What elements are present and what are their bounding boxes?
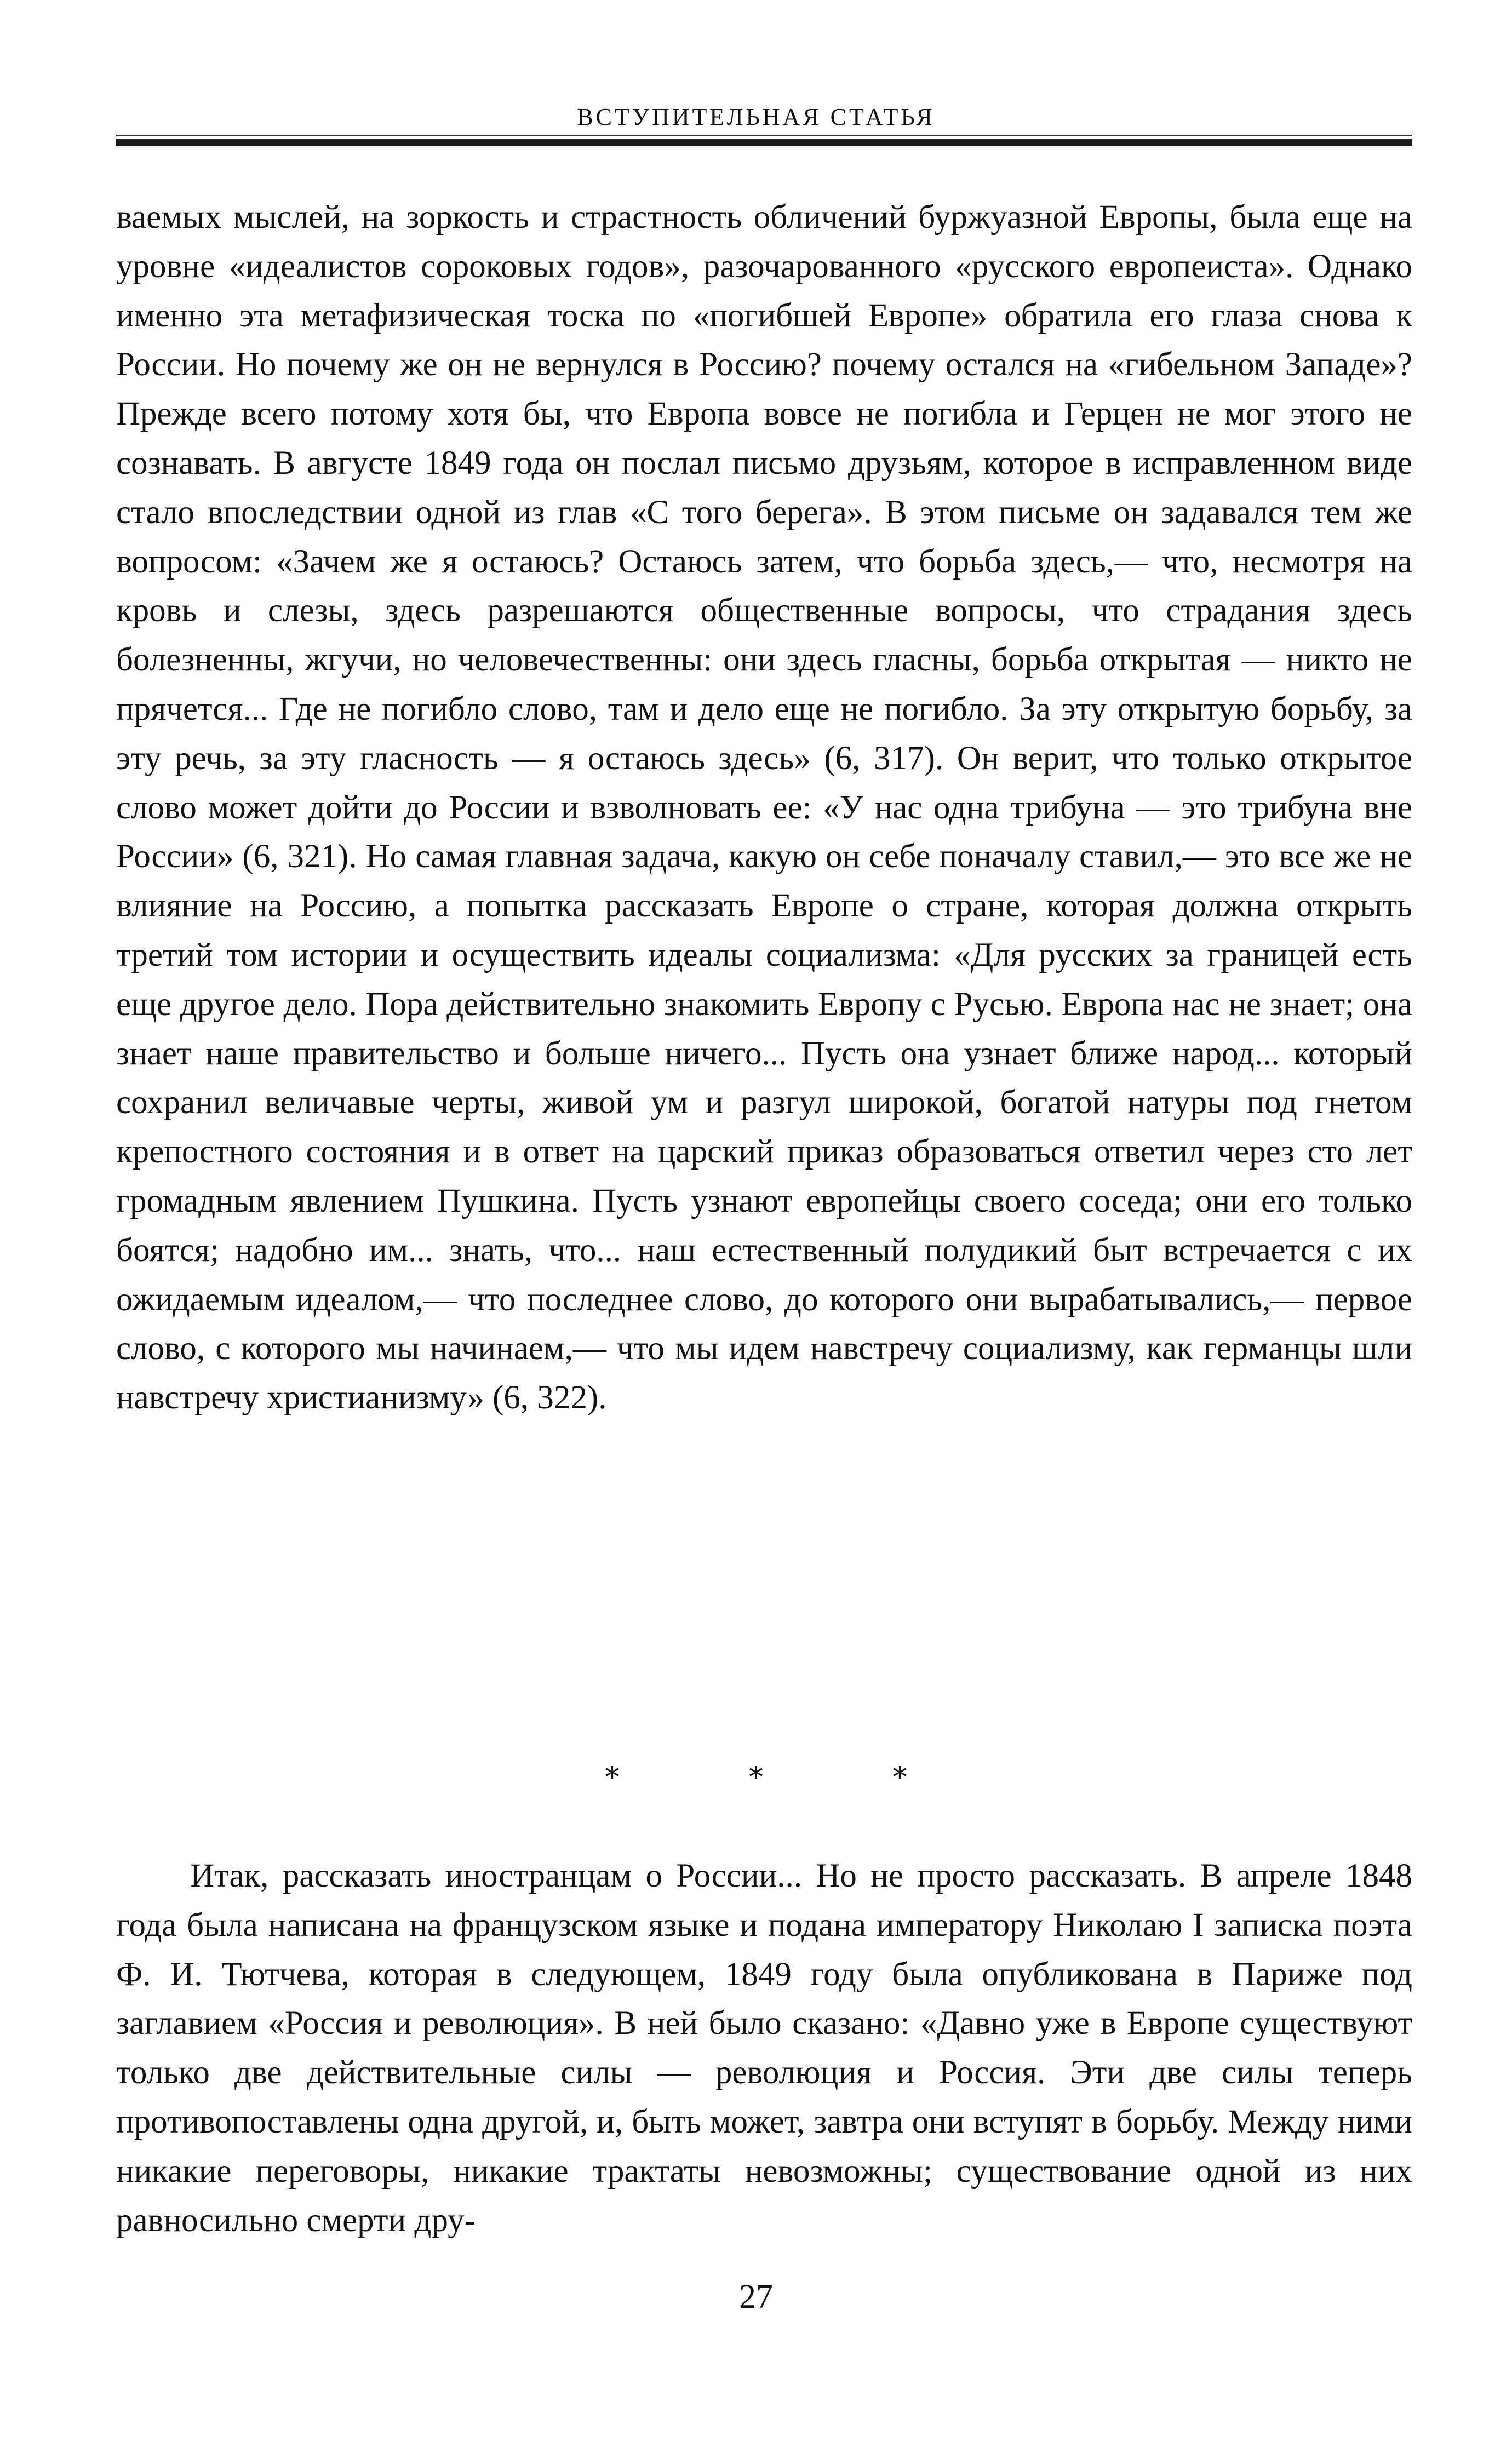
header-rule-thin: [116, 135, 1412, 136]
page-number: 27: [739, 2278, 773, 2316]
header-rule: [116, 139, 1412, 146]
section-separator: * * *: [605, 1761, 967, 1794]
paragraph-2: [116, 1852, 1412, 2245]
running-head: ВСТУПИТЕЛЬНАЯ СТАТЬЯ: [577, 104, 935, 130]
paragraph-1: [116, 193, 1412, 1423]
paragraph-1-text: ваемых мыслей, на зоркость и страстность обличений буржуазной Европы, была еще на уровне «идеалистов сороковых годов», разочарованного «русского европеиста». Однако именно эта метафизическая тоска по «погибшей Европе» обратила его глаза снова к России. Но почему же он не вернулся в Россию? почему остался на «гибельном Западе»? Прежде всего потому хотя бы, что Европа вовсе не погибла и Герцен не мог этого не сознавать. В августе 1849 года он послал письмо друзьям, которое в исправленном виде стало впоследствии одной из глав «С того берега». В этом письме он задавался тем же вопросом: «Зачем же я остаюсь? Остаюсь затем, что борьба здесь,— что, несмотря на кровь и слезы, здесь разрешаются общественные вопросы, что страдания здесь болезненны, жгучи, но человечественны: они здесь гласны, борьба открытая — никто не прячется... Где не погибло слово, там и дело еще не погибло. За эту открытую борьбу, за эту речь, за эту гласность — я остаюсь здесь» (6, 317). Он верит, что только открытое слово может дойти до России и взволновать ее: «У нас одна трибуна — это трибуна вне России» (6, 321). Но самая главная задача, какую он себе поначалу ставил,— это все же не влияние на Россию, а попытка рассказать Европе о стране, которая должна открыть третий том истории и осуществить идеалы социализма: «Для русских за границей есть еще другое дело. Пора действительно знакомить Европу с Русью. Европа нас не знает; она знает наше правительство и больше ничего... Пусть она узнает ближе народ... который сохранил величавые черты, живой ум и разгул широкой, богатой натуры под гнетом крепостного состояния и в ответ на царский приказ образоваться ответил через сто лет громадным явлением Пушкина. Пусть узнают европейцы своего соседа; они его только боятся; надобно им... знать, что... наш естественный полудикий быт встречается с их ожидаемым идеалом,— что последнее слово, до которого они вырабатывались,— первое слово, с которого мы начинаем,— что мы идем навстречу социализму, как германцы шли навстречу христианизму» (6, 322).: [116, 199, 1412, 1417]
paragraph-2-text: Итак, рассказать иностранцам о России... Но не просто рассказать. В апреле 1848 года была написана на французском языке и подана императору Николаю I записка поэта Ф. И. Тютчева, которая в следующем, 1849 году была опубликована в Париже под заглавием «Россия и революция». В ней было сказано: «Давно уже в Европе существуют только две действительные силы — революция и Россия. Эти две силы теперь противопоставлены одна другой, и, быть может, завтра они вступят в борьбу. Между ними никакие переговоры, никакие трактаты невозможны; существование одной из них равносильно смерти дру-: [116, 1858, 1412, 2239]
